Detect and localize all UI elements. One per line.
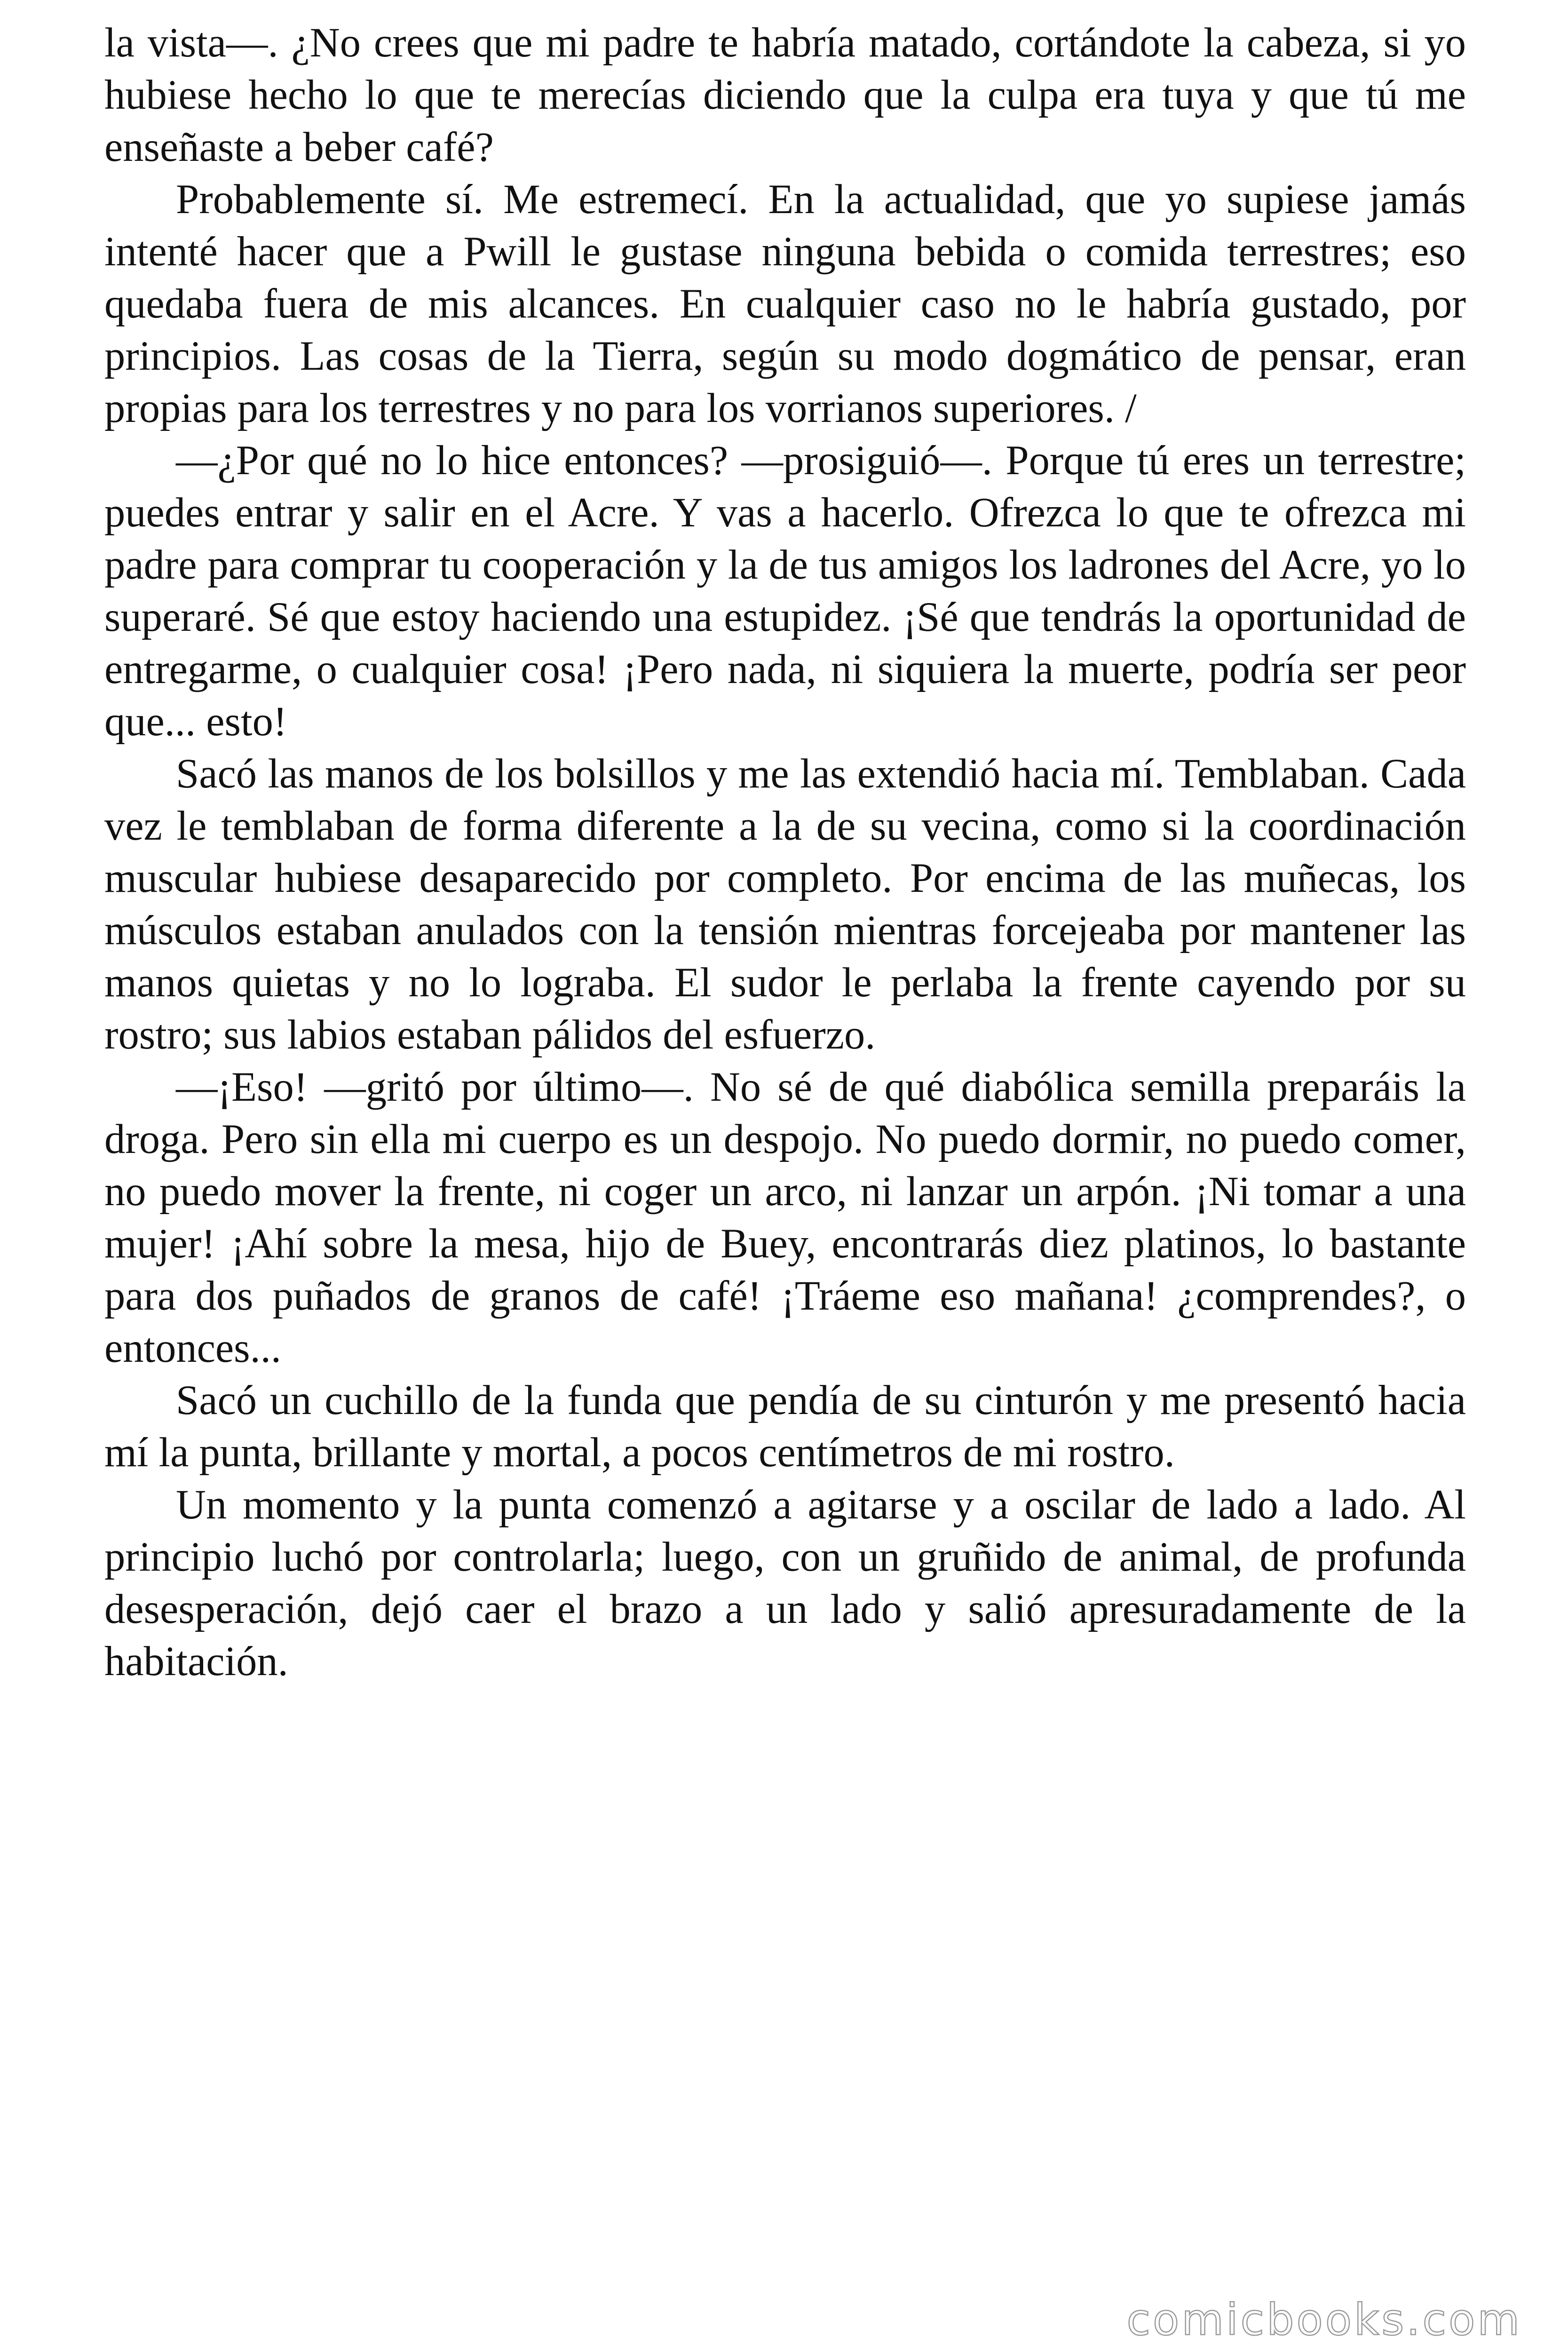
body-text bbox=[104, 17, 1466, 1688]
paragraph: —¡Eso! —gritó por último—. No sé de qué diabólica semilla preparáis la droga. Pero sin ella mi cuerpo es un despojo. No puedo dormir, no puedo comer, no puedo mover la frente, ni coger un arco, ni lanzar un arpón. ¡Ni tomar a una mujer! ¡Ahí sobre la mesa, hijo de Buey, encontrarás diez platinos, lo bastante para dos puñados de granos de café! ¡Tráeme eso mañana! ¿comprendes?, o entonces... bbox=[104, 1064, 1466, 1371]
paragraph: Probablemente sí. Me estremecí. En la actualidad, que yo supiese jamás intenté hacer que a Pwill le gustase ninguna bebida o comida terrestres; eso quedaba fuera de mis alcances. En cualquier caso no le habría gustado, por principios. Las cosas de la Tierra, según su modo dogmático de pensar, eran propias para los terrestres y no para los vorrianos superiores. / bbox=[104, 176, 1466, 431]
watermark: comicbooks.com bbox=[1126, 2295, 1522, 2345]
paragraph: Sacó las manos de los bolsillos y me las extendió hacia mí. Temblaban. Cada vez le temblaban de forma diferente a la de su vecina, como si la coordinación muscular hubiese desaparecido por completo. Por encima de las muñecas, los músculos estaban anulados con la tensión mientras forcejeaba por mantener las manos quietas y no lo lograba. El sudor le perlaba la frente cayendo por su rostro; sus labios estaban pálidos del esfuerzo. bbox=[104, 751, 1466, 1058]
paragraph-continuation: la vista—. ¿No crees que mi padre te habría matado, cortándote la cabeza, si yo hubiese hecho lo que te merecías diciendo que la culpa era tuya y que tú me enseñaste a beber café? bbox=[104, 20, 1466, 170]
paragraph: —¿Por qué no lo hice entonces? —prosiguió—. Porque tú eres un terrestre; puedes entrar y salir en el Acre. Y vas a hacerlo. Ofrezca lo que te ofrezca mi padre para comprar tu cooperación y la de tus amigos los ladrones del Acre, yo lo superaré. Sé que estoy haciendo una estupidez. ¡Sé que tendrás la oportunidad de entregarme, o cualquier cosa! ¡Pero nada, ni siquiera la muerte, podría ser peor que... esto! bbox=[104, 437, 1466, 745]
paragraph: Sacó un cuchillo de la funda que pendía de su cinturón y me presentó hacia mí la punta, brillante y mortal, a pocos centímetros de mi rostro. bbox=[104, 1377, 1466, 1476]
paragraph: Un momento y la punta comenzó a agitarse y a oscilar de lado a lado. Al principio luchó por controlarla; luego, con un gruñido de animal, de profunda desesperación, dejó caer el brazo a un lado y salió apresuradamente de la habitación. bbox=[104, 1482, 1466, 1685]
